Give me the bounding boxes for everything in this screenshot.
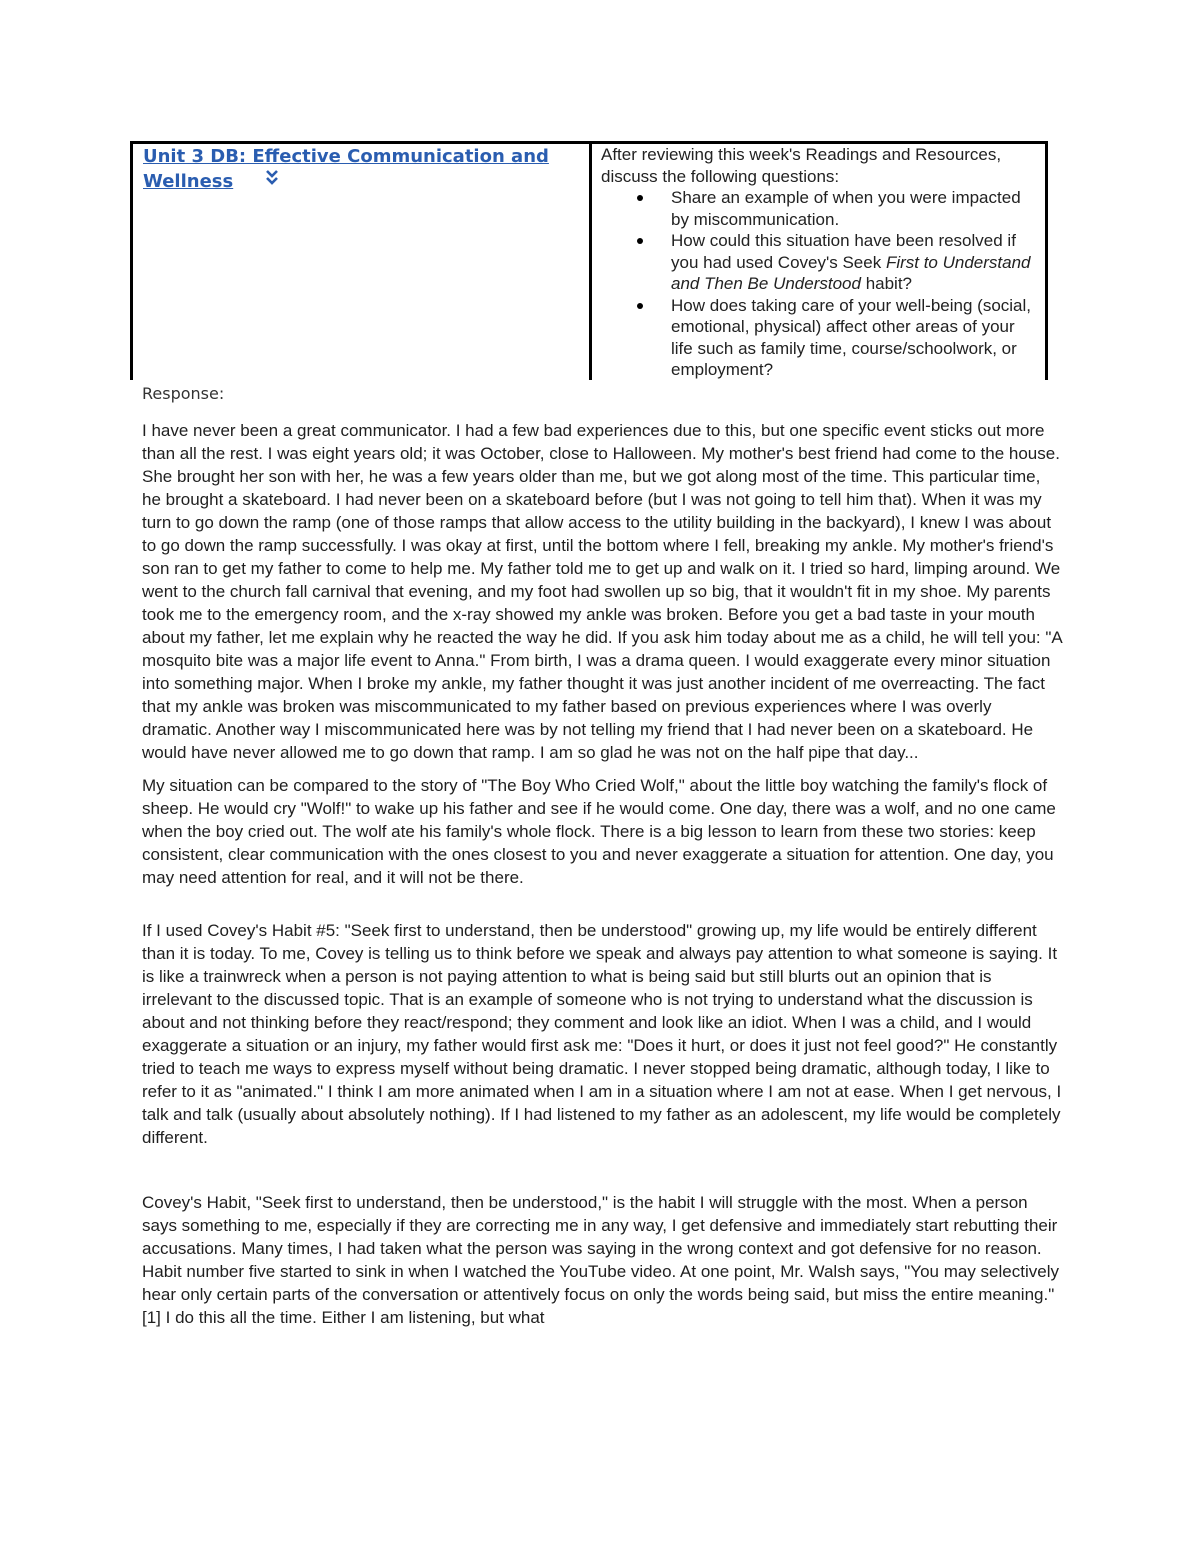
- response-label: Response:: [142, 384, 225, 403]
- response-paragraph: I have never been a great communicator. I had a few bad experiences due to this, but one specific event sticks out more than all the rest. I was eight years old; it was October, close to Halloween. My mother's best friend had come to the house. She brought her son with her, he was a few years older than me, but we got along most of the time. This particular time, he brought a skateboard. I had never been on a skateboard before (but I was not going to tell him that). When it was my turn to go down the ramp (one of those ramps that allow access to the utility building in the backyard), I knew I was about to go down the ramp successfully. I was okay at first, until the bottom where I fell, breaking my ankle. My mother's friend's son ran to get my father to come to help me. My father told me to get up and walk on it. I tried so hard, limping around. We went to the church fall carnival that evening, and my foot had swollen up so big, that it wouldn't fit in my shoe. My parents took me to the emergency room, and the x-ray showed my ankle was broken. Before you get a bad taste in your mouth about my father, let me explain why he reacted the way he did. If you ask him today about me as a child, he will tell you: "A mosquito bite was a major life event to Anna." From birth, I was a drama queen. I would exaggerate every minor situation into something major. When I broke my ankle, my father thought it was just another incident of me overreacting. The fact that my ankle was broken was miscommunicated to my father based on previous experiences where I was overly dramatic. Another way I miscommunicated here was by not telling my friend that I had never been on a skateboard. He would have never allowed me to go down that ramp. I am so glad he was not on the half pipe that day...: [142, 421, 1062, 762]
- response-section: [142, 383, 1062, 1339]
- question-item: How could this situation have been resolved if you had used Covey's Seek First to Understand and Then Be Understood habit?: [671, 230, 1037, 295]
- response-paragraph: If I used Covey's Habit #5: "Seek first to understand, then be understood" growing up, my life would be entirely different than it is today. To me, Covey is telling us to think before we speak and always pay attention to what someone is saying. It is like a trainwreck when a person is not paying attention to what is being said but still blurts out an opinion that is irrelevant to the discussed topic. That is an example of someone who is not trying to understand what the discussion is about and not thinking before they react/respond; they comment and look like an idiot. When I was a child, and I would exaggerate a situation or an injury, my father would first ask me: "Does it hurt, or does it just not feel good?" He constantly tried to teach me ways to express myself without being dramatic. I never stopped being dramatic, although today, I like to refer to it as "animated." I think I am more animated when I am in a situation where I am not at ease. When I get nervous, I talk and talk (usually about absolutely nothing). If I had listened to my father as an adolescent, my life would be completely different.: [142, 921, 1062, 1147]
- prompt-intro: After reviewing this week's Readings and Resources, discuss the following questions:: [601, 145, 1002, 186]
- assignment-title-link[interactable]: Unit 3 DB: Effective Communication and Wellness: [143, 146, 549, 192]
- response-paragraph: Covey's Habit, "Seek first to understand, then be understood," is the habit I will struggle with the most. When a person says something to me, especially if they are correcting me in any way, I get defensive and immediately start rebutting their accusations. Many times, I had taken what the person was saying in the wrong context and got defensive for no reason. Habit number five started to sink in when I watched the YouTube video. At one point, Mr. Walsh says, "You may selectively hear only certain parts of the conversation or attentively focus on only the words being said, but miss the entire meaning." [1] I do this all the time. Either I am listening, but what: [142, 1193, 1059, 1327]
- title-cell: [133, 144, 592, 380]
- question-list: [601, 187, 1037, 381]
- question-item: Share an example of when you were impacted by miscommunication.: [671, 187, 1037, 230]
- double-chevron-down-icon[interactable]: [264, 168, 280, 186]
- question-item: How does taking care of your well-being (social, emotional, physical) affect other areas of your life such as family time, course/schoolwork, or employment?: [671, 295, 1037, 381]
- response-paragraph: My situation can be compared to the story of "The Boy Who Cried Wolf," about the little boy watching the family's flock of sheep. He would cry "Wolf!" to wake up his father and see if he would come. One day, there was a wolf, and no one came when the boy cried out. The wolf ate his family's whole flock. There is a big lesson to learn from these two stories: keep consistent, clear communication with the ones closest to you and never exaggerate a situation for attention. One day, you may need attention for real, and it will not be there.: [142, 776, 1056, 887]
- prompt-cell: [592, 144, 1045, 380]
- assignment-table: [130, 141, 1048, 380]
